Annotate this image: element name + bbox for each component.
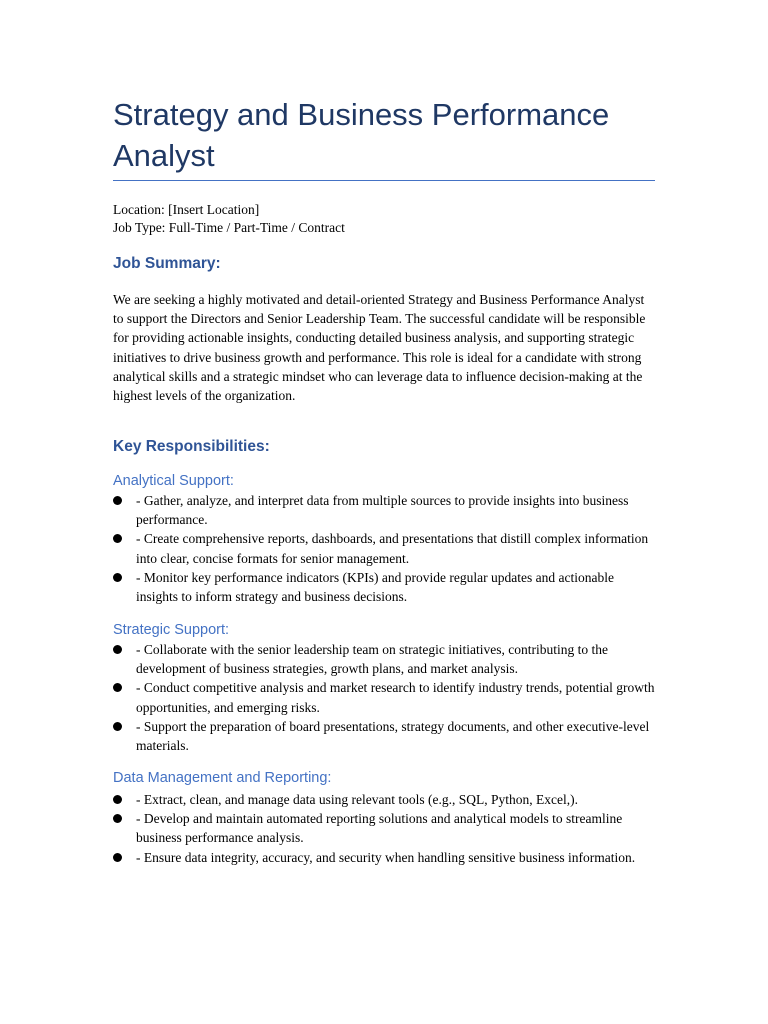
list-item-text: - Develop and maintain automated reporting solutions and analytical models to streamline business performance analysis. (136, 811, 623, 846)
list-item (113, 790, 658, 809)
list-item-text: - Monitor key performance indicators (KPIs) and provide regular updates and actionable insights to inform strategy and business decisions. (136, 569, 614, 605)
bullet-icon (113, 814, 122, 823)
bullet-icon (113, 683, 122, 692)
section-heading-analytical-support: Analytical Support: (113, 473, 234, 489)
bullet-icon (113, 722, 122, 731)
strategic-support-list (113, 640, 658, 755)
bullet-icon (113, 795, 122, 804)
list-item-text: - Ensure data integrity, accuracy, and security when handling sensitive business information. (136, 849, 636, 865)
list-item (113, 529, 658, 567)
list-item-text: - Support the preparation of board presentations, strategy documents, and other executive-level materials. (136, 718, 650, 754)
list-item-text: - Gather, analyze, and interpret data from multiple sources to provide insights into business performance. (136, 493, 629, 528)
section-heading-strategic-support: Strategic Support: (113, 622, 230, 638)
location-line: Location: [Insert Location] (113, 202, 260, 217)
job-summary-text: We are seeking a highly motivated and detail-oriented Strategy and Business Performance Analyst to support the Directors and Senior Leadership Team. The successful candidate will be responsible for providing actionable insights, conducting detailed business analysis, and supporting strategic initiatives to drive business growth and performance. This role is ideal for a candidate with strong analytical skills and a strategic mindset who can leverage data to influence decision-making at the highest levels of the organization. (113, 292, 646, 404)
list-item (113, 678, 658, 716)
list-item (113, 640, 658, 678)
bullet-icon (113, 573, 122, 582)
bullet-icon (113, 645, 122, 654)
bullet-icon (113, 534, 122, 543)
list-item-text: - Extract, clean, and manage data using relevant tools (e.g., SQL, Python, Excel,). (136, 792, 578, 807)
list-item-text: - Conduct competitive analysis and market research to identify industry trends, potential growth opportunities, and emerging risks. (136, 680, 655, 715)
list-item (113, 717, 658, 755)
list-item-text: - Create comprehensive reports, dashboards, and presentations that distill complex information into clear, concise formats for senior management. (136, 531, 649, 566)
list-item (113, 491, 658, 529)
list-item (113, 568, 658, 606)
bullet-icon (113, 496, 122, 505)
section-heading-data-management: Data Management and Reporting: (113, 770, 332, 786)
job-summary-heading: Job Summary: (113, 255, 221, 272)
list-item (113, 848, 658, 867)
data-management-list (113, 790, 658, 867)
key-responsibilities-heading: Key Responsibilities: (113, 438, 270, 455)
title-divider (113, 180, 655, 181)
job-type-line: Job Type: Full-Time / Part-Time / Contract (113, 220, 345, 235)
list-item (113, 809, 658, 847)
list-item-text: - Collaborate with the senior leadership team on strategic initiatives, contributing to the development of business strategies, growth plans, and market analysis. (136, 642, 608, 677)
analytical-support-list (113, 491, 658, 606)
document-title: Strategy and Business Performance Analyst (113, 97, 610, 173)
bullet-icon (113, 853, 122, 862)
